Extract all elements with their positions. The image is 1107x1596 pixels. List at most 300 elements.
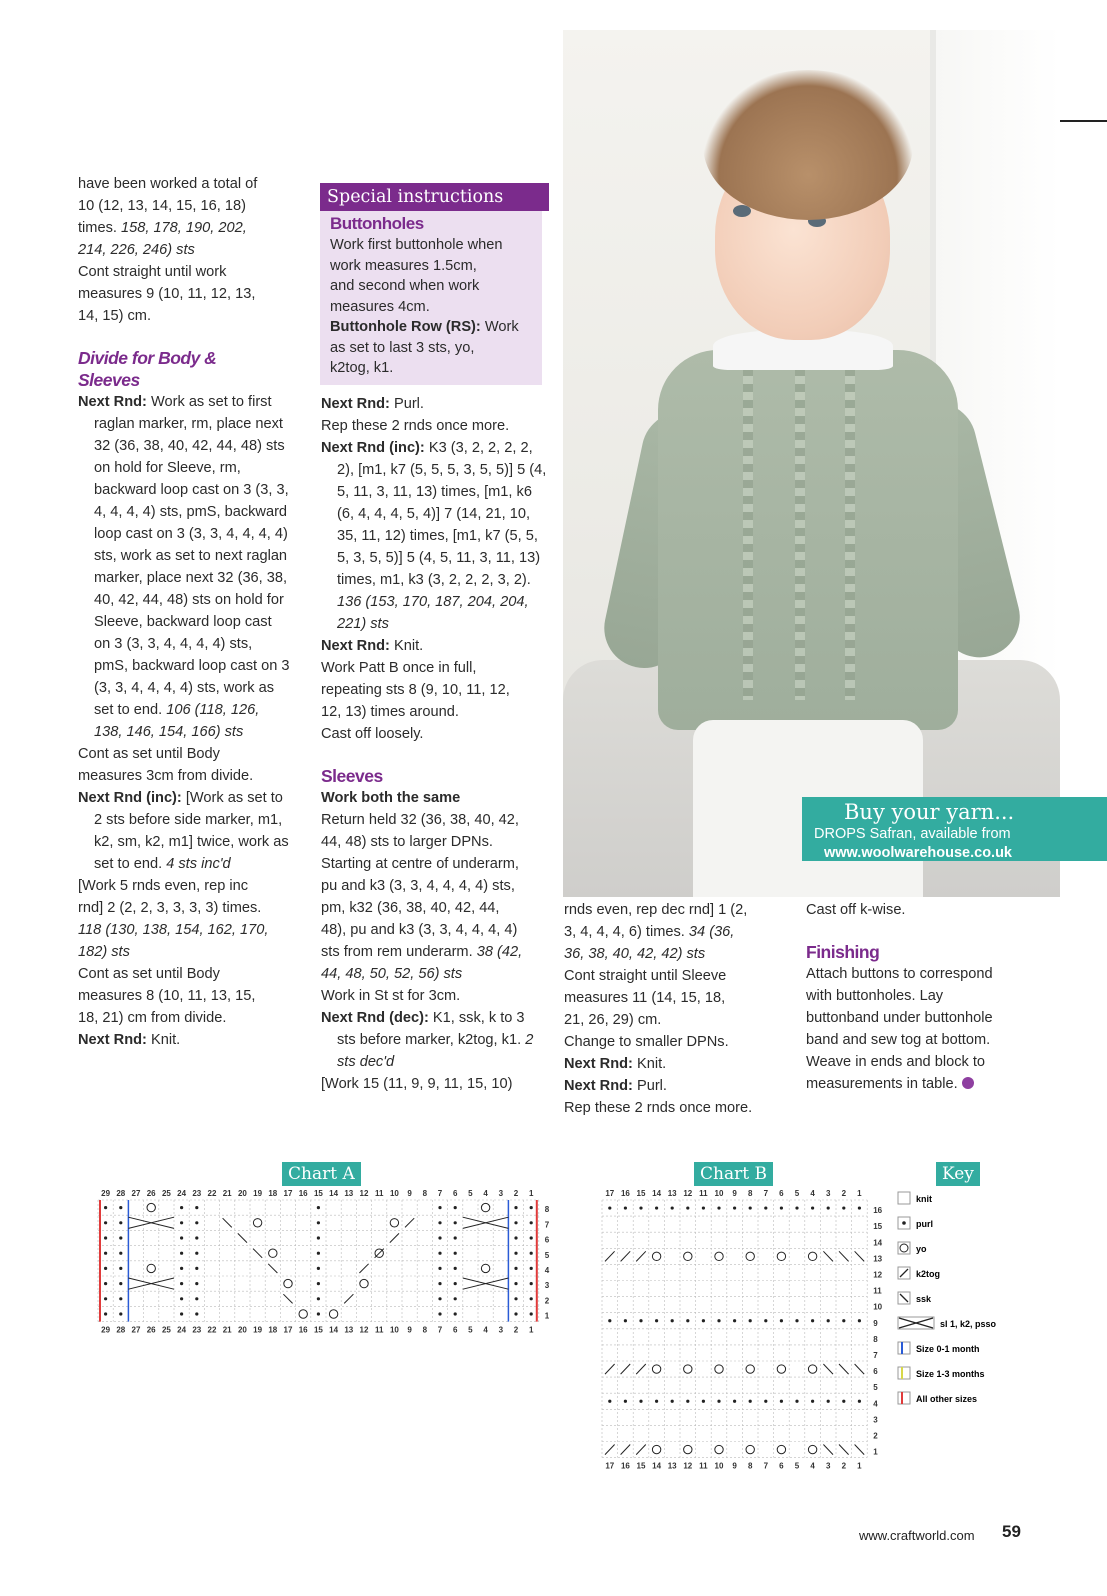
purl-dot-icon bbox=[514, 1297, 517, 1300]
text-line: with buttonholes. Lay bbox=[806, 988, 944, 1004]
column-number: 16 bbox=[620, 1461, 630, 1471]
chart-key bbox=[896, 1190, 1046, 1435]
column-number: 4 bbox=[483, 1325, 488, 1335]
text-line: Starting at centre of underarm, bbox=[321, 856, 519, 872]
yo-circle-icon bbox=[284, 1279, 292, 1287]
row-number: 13 bbox=[873, 1254, 883, 1264]
column-2 bbox=[321, 393, 547, 1095]
text-line: [Work 15 (11, 9, 9, 11, 15, 10) bbox=[321, 1076, 513, 1092]
purl-dot-icon bbox=[749, 1400, 752, 1403]
buy-yarn-url[interactable]: www.woolwarehouse.co.uk bbox=[824, 845, 1012, 861]
purl-dot-icon bbox=[180, 1206, 183, 1209]
column-4 bbox=[806, 899, 1036, 1095]
purl-dot-icon bbox=[671, 1400, 674, 1403]
column-number: 22 bbox=[207, 1325, 217, 1335]
purl-dot-icon bbox=[733, 1206, 736, 1209]
purl-dot-icon bbox=[180, 1252, 183, 1255]
decrease-icon bbox=[344, 1294, 353, 1303]
text-line: 14, 15) cm. bbox=[78, 308, 151, 324]
purl-dot-icon bbox=[317, 1312, 320, 1315]
purl-dot-icon bbox=[530, 1206, 533, 1209]
purl-dot-icon bbox=[655, 1319, 658, 1322]
yo-circle-icon bbox=[777, 1252, 785, 1260]
column-number: 6 bbox=[452, 1325, 458, 1335]
column-3 bbox=[564, 899, 786, 1119]
purl-dot-icon bbox=[655, 1206, 658, 1209]
purl-dot-icon bbox=[764, 1319, 767, 1322]
text-line: measures 9 (10, 11, 12, 13, bbox=[78, 286, 256, 302]
key-knit: knit bbox=[916, 1194, 933, 1204]
purl-dot-icon bbox=[180, 1282, 183, 1285]
purl-dot-icon bbox=[842, 1206, 845, 1209]
column-1 bbox=[78, 173, 290, 1051]
purl-dot-icon bbox=[686, 1400, 689, 1403]
text-line: Work Patt B once in full, bbox=[321, 660, 477, 676]
special-instructions-title: Special instructions bbox=[320, 183, 549, 211]
purl-dot-icon bbox=[608, 1206, 611, 1209]
purl-dot-icon bbox=[702, 1206, 705, 1209]
cable-stripe bbox=[743, 360, 753, 700]
purl-dot-icon bbox=[717, 1400, 720, 1403]
yo-circle-icon bbox=[777, 1445, 785, 1453]
column-number: 24 bbox=[177, 1325, 187, 1335]
divide-heading-2: Sleeves bbox=[78, 370, 140, 390]
chart-a-label: Chart A bbox=[282, 1162, 361, 1186]
purl-dot-icon bbox=[438, 1206, 441, 1209]
yo-circle-icon bbox=[715, 1365, 723, 1373]
text-line: pu and k3 (3, 3, 4, 4, 4, 4) sts, bbox=[321, 878, 515, 894]
column-number: 5 bbox=[794, 1461, 800, 1471]
purl-dot-icon bbox=[530, 1312, 533, 1315]
key-purl: purl bbox=[916, 1219, 933, 1229]
column-number: 4 bbox=[810, 1461, 815, 1471]
decrease-icon bbox=[390, 1233, 399, 1242]
row-number: 3 bbox=[544, 1281, 550, 1291]
instruction: Next Rnd: Knit. bbox=[78, 1032, 181, 1048]
column-number: 17 bbox=[605, 1461, 615, 1471]
purl-dot-icon bbox=[438, 1267, 441, 1270]
column-number: 1 bbox=[857, 1461, 862, 1471]
purl-dot-icon bbox=[104, 1221, 107, 1224]
buy-yarn-text: DROPS Safran, available from bbox=[814, 826, 1011, 842]
decrease-icon bbox=[253, 1249, 262, 1258]
text-line: 3, 4, 4, 4, 6) times. 34 (36, bbox=[564, 924, 735, 940]
purl-dot-icon bbox=[530, 1252, 533, 1255]
key-k2tog: k2tog bbox=[916, 1269, 941, 1279]
instruction: Next Rnd (inc): [Work as set to 2 sts before side marker, m1, k2, sm, k2, m1] twice, work as set to end. 4 sts inc'd bbox=[78, 790, 289, 872]
text-line: 36, 38, 40, 42, 42) sts bbox=[564, 946, 706, 962]
purl-dot-icon bbox=[454, 1297, 457, 1300]
purl-dot-icon bbox=[180, 1297, 183, 1300]
column-number: 9 bbox=[732, 1190, 737, 1198]
column-number: 14 bbox=[329, 1325, 339, 1335]
chart-b-grid bbox=[598, 1190, 898, 1490]
yo-circle-icon bbox=[329, 1310, 337, 1318]
text-line: Change to smaller DPNs. bbox=[564, 1034, 729, 1050]
text-line: measures 8 (10, 11, 13, 15, bbox=[78, 988, 256, 1004]
purl-dot-icon bbox=[119, 1236, 122, 1239]
column-number: 2 bbox=[841, 1190, 847, 1198]
row-number: 12 bbox=[873, 1270, 883, 1280]
decrease-icon bbox=[405, 1218, 414, 1227]
text-line: 12, 13) times around. bbox=[321, 704, 459, 720]
column-number: 27 bbox=[131, 1325, 141, 1335]
column-number: 14 bbox=[652, 1461, 662, 1471]
yo-circle-icon bbox=[652, 1445, 660, 1453]
finishing-heading: Finishing bbox=[806, 942, 880, 962]
purl-dot-icon bbox=[119, 1282, 122, 1285]
purl-dot-icon bbox=[686, 1206, 689, 1209]
column-number: 8 bbox=[422, 1190, 428, 1198]
purl-dot-icon bbox=[454, 1221, 457, 1224]
purl-dot-icon bbox=[717, 1319, 720, 1322]
purl-dot-icon bbox=[902, 1221, 906, 1225]
purl-dot-icon bbox=[454, 1252, 457, 1255]
row-number: 11 bbox=[873, 1286, 882, 1296]
column-number: 26 bbox=[146, 1190, 156, 1198]
hair bbox=[703, 70, 913, 220]
purl-dot-icon bbox=[530, 1267, 533, 1270]
purl-dot-icon bbox=[858, 1319, 861, 1322]
decrease-icon bbox=[268, 1264, 277, 1273]
instruction: Next Rnd: Purl. bbox=[564, 1078, 667, 1094]
size2-swatch bbox=[898, 1367, 910, 1379]
key-size1: Size 0-1 month bbox=[916, 1344, 980, 1354]
column-number: 8 bbox=[747, 1190, 753, 1198]
row-number: 8 bbox=[873, 1334, 878, 1344]
text-line: and second when work bbox=[330, 278, 480, 294]
yo-circle-icon bbox=[360, 1279, 368, 1287]
buy-yarn-box bbox=[802, 797, 1107, 861]
purl-dot-icon bbox=[608, 1319, 611, 1322]
chart-b bbox=[598, 1190, 898, 1495]
yo-circle-icon bbox=[147, 1264, 155, 1272]
decrease-icon bbox=[621, 1364, 631, 1374]
divide-heading: Divide for Body & bbox=[78, 348, 217, 368]
column-number: 2 bbox=[841, 1461, 847, 1471]
purl-dot-icon bbox=[514, 1206, 517, 1209]
column-number: 23 bbox=[192, 1190, 202, 1198]
purl-dot-icon bbox=[530, 1236, 533, 1239]
text-line: Cont straight until Sleeve bbox=[564, 968, 727, 984]
purl-dot-icon bbox=[438, 1221, 441, 1224]
yarn-ball-icon bbox=[962, 1077, 974, 1089]
yo-circle-icon bbox=[746, 1445, 754, 1453]
cable-stripe bbox=[845, 360, 855, 700]
text-line: have been worked a total of bbox=[78, 176, 258, 192]
column-number: 11 bbox=[699, 1190, 708, 1198]
column-number: 1 bbox=[857, 1190, 862, 1198]
decrease-icon bbox=[359, 1264, 368, 1273]
column-number: 13 bbox=[344, 1325, 354, 1335]
yo-circle-icon bbox=[652, 1365, 660, 1373]
text-line: 182) sts bbox=[78, 944, 130, 960]
column-number: 12 bbox=[359, 1190, 369, 1198]
purl-dot-icon bbox=[639, 1400, 642, 1403]
text-line: band and sew tog at bottom. bbox=[806, 1032, 991, 1048]
text-line: measures 3cm from divide. bbox=[78, 768, 254, 784]
chart-b-label: Chart B bbox=[694, 1162, 773, 1186]
row-number: 6 bbox=[544, 1235, 550, 1245]
key-ssk: ssk bbox=[916, 1294, 932, 1304]
column-number: 26 bbox=[146, 1325, 156, 1335]
column-number: 7 bbox=[437, 1325, 443, 1335]
purl-dot-icon bbox=[438, 1236, 441, 1239]
purl-dot-icon bbox=[454, 1236, 457, 1239]
key-label: Key bbox=[936, 1162, 980, 1186]
column-number: 28 bbox=[116, 1325, 126, 1335]
instruction: Next Rnd (dec): K1, ssk, k to 3 sts before marker, k2tog, k1. 2 sts dec'd bbox=[321, 1010, 534, 1070]
purl-dot-icon bbox=[104, 1282, 107, 1285]
purl-dot-icon bbox=[180, 1312, 183, 1315]
row-number: 10 bbox=[873, 1302, 883, 1312]
footer-url[interactable]: www.craftworld.com bbox=[859, 1528, 975, 1543]
purl-dot-icon bbox=[624, 1206, 627, 1209]
column-number: 15 bbox=[313, 1325, 323, 1335]
yo-circle-icon bbox=[777, 1365, 785, 1373]
instruction: Next Rnd: Purl. bbox=[321, 396, 424, 412]
purl-dot-icon bbox=[827, 1319, 830, 1322]
purl-dot-icon bbox=[608, 1400, 611, 1403]
column-number: 22 bbox=[207, 1190, 217, 1198]
purl-dot-icon bbox=[764, 1400, 767, 1403]
column-number: 8 bbox=[422, 1325, 428, 1335]
purl-dot-icon bbox=[639, 1319, 642, 1322]
text-line: Cast off k-wise. bbox=[806, 902, 906, 918]
row-number: 5 bbox=[873, 1383, 878, 1393]
column-number: 12 bbox=[683, 1461, 693, 1471]
decrease-icon bbox=[855, 1364, 865, 1374]
text-line: as set to last 3 sts, yo, bbox=[330, 339, 475, 356]
yo-circle-icon bbox=[746, 1252, 754, 1260]
column-number: 21 bbox=[222, 1190, 232, 1198]
special-instructions-box bbox=[320, 183, 544, 385]
purl-dot-icon bbox=[858, 1400, 861, 1403]
column-number: 19 bbox=[253, 1190, 263, 1198]
purl-dot-icon bbox=[702, 1319, 705, 1322]
text-line: Cont straight until work bbox=[78, 264, 227, 280]
purl-dot-icon bbox=[530, 1282, 533, 1285]
column-number: 1 bbox=[528, 1325, 534, 1335]
row-number: 1 bbox=[544, 1311, 550, 1321]
row-number: 9 bbox=[873, 1318, 878, 1328]
instruction: Next Rnd: Knit. bbox=[564, 1056, 667, 1072]
text-line: 44, 48, 50, 52, 56) sts bbox=[321, 966, 463, 982]
purl-dot-icon bbox=[624, 1400, 627, 1403]
decrease-icon bbox=[855, 1445, 865, 1455]
decrease-icon bbox=[636, 1251, 646, 1261]
text-line: measures 4cm. bbox=[330, 298, 430, 315]
purl-dot-icon bbox=[811, 1400, 814, 1403]
instruction: Next Rnd (inc): K3 (3, 2, 2, 2, 2, 2), [m1, k7 (5, 5, 5, 3, 5, 5)] 5 (4, 5, 11, 3, 11, 13) times, [m1, k6 (6, 4, 4, 4, 5, 4)] 7 (14, 21, 10, 35, 11, 12) times, [m1, k7 (5, 5, 5, 3, 5, 5)] 5 (4, 5, 11, 3, 11, 13) times, m1, k3 (3, 2, 2, 2, 3, 2). 136 (153, 170, 187, 204, 204, 221) sts bbox=[321, 440, 547, 632]
text-line: Weave in ends and block to bbox=[806, 1054, 986, 1070]
column-number: 3 bbox=[825, 1461, 831, 1471]
column-number: 27 bbox=[131, 1190, 141, 1198]
purl-dot-icon bbox=[104, 1236, 107, 1239]
yo-circle-icon bbox=[147, 1203, 155, 1211]
purl-dot-icon bbox=[195, 1221, 198, 1224]
text-line: Work first buttonhole when bbox=[330, 237, 503, 253]
row-number: 4 bbox=[873, 1399, 878, 1409]
column-number: 3 bbox=[825, 1190, 831, 1198]
text-line: Cont as set until Body bbox=[78, 746, 220, 762]
decrease-icon bbox=[823, 1445, 833, 1455]
text-line: repeating sts 8 (9, 10, 11, 12, bbox=[321, 682, 510, 698]
text-line: work measures 1.5cm, bbox=[330, 257, 477, 274]
text-line: times. 158, 178, 190, 202, bbox=[78, 220, 247, 236]
text-line: 10 (12, 13, 14, 15, 16, 18) bbox=[78, 198, 246, 214]
decrease-icon bbox=[621, 1445, 631, 1455]
yo-circle-icon bbox=[269, 1249, 277, 1257]
purl-dot-icon bbox=[514, 1312, 517, 1315]
sleeves-subheading: Work both the same bbox=[321, 790, 461, 806]
purl-dot-icon bbox=[811, 1206, 814, 1209]
purl-dot-icon bbox=[780, 1400, 783, 1403]
purl-dot-icon bbox=[514, 1267, 517, 1270]
column-number: 17 bbox=[605, 1190, 615, 1198]
purl-dot-icon bbox=[195, 1312, 198, 1315]
column-number: 13 bbox=[667, 1461, 677, 1471]
decrease-icon bbox=[855, 1251, 865, 1261]
purl-dot-icon bbox=[858, 1206, 861, 1209]
purl-dot-icon bbox=[317, 1206, 320, 1209]
text-line: 214, 226, 246) sts bbox=[78, 242, 195, 258]
column-number: 16 bbox=[298, 1190, 308, 1198]
column-number: 11 bbox=[374, 1190, 384, 1198]
cable-stripe bbox=[795, 360, 805, 700]
column-number: 10 bbox=[714, 1190, 724, 1198]
chart-a bbox=[90, 1190, 570, 1370]
key-yo: yo bbox=[916, 1244, 927, 1254]
purl-dot-icon bbox=[195, 1206, 198, 1209]
size3-swatch bbox=[898, 1392, 910, 1404]
text-line: 18, 21) cm from divide. bbox=[78, 1010, 227, 1026]
purl-dot-icon bbox=[749, 1319, 752, 1322]
column-number: 20 bbox=[237, 1190, 247, 1198]
row-number: 16 bbox=[873, 1206, 883, 1216]
purl-dot-icon bbox=[104, 1252, 107, 1255]
column-number: 11 bbox=[374, 1325, 384, 1335]
purl-dot-icon bbox=[119, 1252, 122, 1255]
purl-dot-icon bbox=[717, 1206, 720, 1209]
text-line: rnd] 2 (2, 2, 3, 3, 3, 3) times. bbox=[78, 900, 262, 916]
purl-dot-icon bbox=[119, 1267, 122, 1270]
column-number: 9 bbox=[407, 1325, 412, 1335]
text-line: Rep these 2 rnds once more. bbox=[564, 1100, 753, 1116]
column-number: 14 bbox=[329, 1190, 339, 1198]
sweater bbox=[658, 350, 958, 730]
yo-circle-icon bbox=[299, 1310, 307, 1318]
text-line: Attach buttons to correspond bbox=[806, 966, 993, 982]
column-number: 6 bbox=[452, 1190, 458, 1198]
column-number: 17 bbox=[283, 1325, 293, 1335]
column-number: 12 bbox=[683, 1190, 693, 1198]
purl-dot-icon bbox=[827, 1206, 830, 1209]
purl-dot-icon bbox=[195, 1236, 198, 1239]
purl-dot-icon bbox=[624, 1319, 627, 1322]
yo-circle-icon bbox=[684, 1252, 692, 1260]
purl-dot-icon bbox=[702, 1400, 705, 1403]
purl-dot-icon bbox=[317, 1236, 320, 1239]
chart-a-grid bbox=[90, 1190, 570, 1365]
text-line: Cont as set until Body bbox=[78, 966, 220, 982]
text-line: Cast off loosely. bbox=[321, 726, 424, 742]
text-line: measurements in table. bbox=[806, 1073, 1036, 1095]
text-line: sts from rem underarm. 38 (42, bbox=[321, 944, 523, 960]
instruction: Next Rnd: Knit. bbox=[321, 638, 424, 654]
yo-circle-icon bbox=[684, 1365, 692, 1373]
purl-dot-icon bbox=[317, 1252, 320, 1255]
column-number: 28 bbox=[116, 1190, 126, 1198]
column-number: 15 bbox=[636, 1461, 646, 1471]
purl-dot-icon bbox=[671, 1206, 674, 1209]
text-line: 21, 26, 29) cm. bbox=[564, 1012, 662, 1028]
decrease-icon bbox=[621, 1251, 631, 1261]
text-line: Return held 32 (36, 38, 40, 42, bbox=[321, 812, 519, 828]
column-number: 18 bbox=[268, 1190, 278, 1198]
row-number: 14 bbox=[873, 1238, 883, 1248]
yo-circle-icon bbox=[715, 1445, 723, 1453]
decrease-icon bbox=[823, 1364, 833, 1374]
row-number: 5 bbox=[544, 1250, 550, 1260]
column-number: 7 bbox=[763, 1461, 769, 1471]
row-number: 3 bbox=[873, 1415, 878, 1425]
yo-circle-icon bbox=[808, 1365, 816, 1373]
purl-dot-icon bbox=[514, 1252, 517, 1255]
yo-circle-icon bbox=[481, 1203, 489, 1211]
text-line: 44, 48) sts to larger DPNs. bbox=[321, 834, 493, 850]
purl-dot-icon bbox=[195, 1282, 198, 1285]
purl-dot-icon bbox=[780, 1319, 783, 1322]
text-line: [Work 5 rnds even, rep inc bbox=[78, 878, 249, 894]
purl-dot-icon bbox=[438, 1312, 441, 1315]
yo-circle-icon bbox=[390, 1219, 398, 1227]
row-number: 6 bbox=[873, 1367, 878, 1377]
purl-dot-icon bbox=[104, 1206, 107, 1209]
column-number: 2 bbox=[513, 1190, 519, 1198]
decrease-icon bbox=[636, 1364, 646, 1374]
yo-circle-icon bbox=[253, 1219, 261, 1227]
purl-dot-icon bbox=[438, 1297, 441, 1300]
purl-dot-icon bbox=[733, 1319, 736, 1322]
column-number: 14 bbox=[652, 1190, 662, 1198]
decrease-icon bbox=[605, 1251, 615, 1261]
decrease-icon bbox=[238, 1233, 247, 1242]
text-line: Buttonhole Row (RS): Work bbox=[330, 319, 519, 335]
purl-dot-icon bbox=[842, 1400, 845, 1403]
yo-circle-icon bbox=[715, 1252, 723, 1260]
purl-dot-icon bbox=[795, 1400, 798, 1403]
row-number: 2 bbox=[873, 1431, 878, 1441]
column-number: 5 bbox=[468, 1325, 473, 1335]
purl-dot-icon bbox=[454, 1282, 457, 1285]
column-number: 3 bbox=[498, 1190, 504, 1198]
text-line: k2tog, k1. bbox=[330, 360, 394, 376]
column-number: 3 bbox=[498, 1325, 504, 1335]
text-line: Rep these 2 rnds once more. bbox=[321, 418, 510, 434]
column-number: 13 bbox=[667, 1190, 677, 1198]
decrease-icon bbox=[839, 1445, 849, 1455]
baby-sweater-photo bbox=[563, 30, 1060, 897]
column-number: 16 bbox=[298, 1325, 308, 1335]
decrease-icon bbox=[605, 1445, 615, 1455]
column-number: 9 bbox=[407, 1190, 412, 1198]
purl-dot-icon bbox=[530, 1221, 533, 1224]
row-number: 4 bbox=[544, 1266, 550, 1275]
column-number: 8 bbox=[747, 1461, 753, 1471]
yo-circle-icon bbox=[808, 1252, 816, 1260]
column-number: 6 bbox=[779, 1461, 784, 1471]
